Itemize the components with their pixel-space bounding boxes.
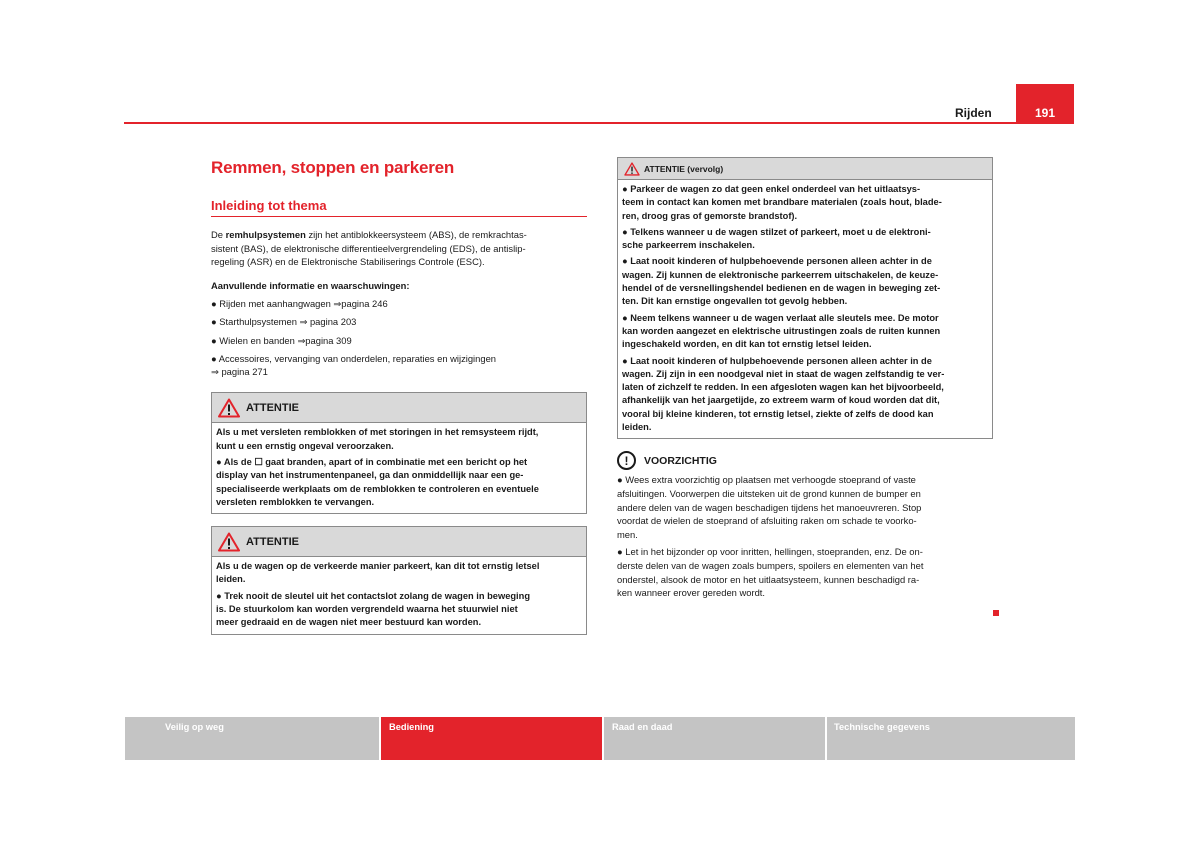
caution-header [617,451,993,470]
warning-text: ● Laat nooit kinderen of hulpbehoevende personen alleen achter in de wagen. Zij zijn in een noodgeval niet in staat de wagen zelfstandig te ver- laten of zichzelf te redden. In een afgesloten wagen kan het bijvoorbeeld, afhankelijk van het jaargetijde, zo extreem warm of koud worden dat dit, vooral bij kleine kinderen, tot ernstig letsel, ziekte of zelfs de dood kan leiden. [622,355,945,433]
left-column [211,158,587,635]
warning-header [212,393,586,423]
caution-circle-icon: ! [617,451,636,470]
reference-link[interactable]: ● Accessoires, vervanging van onderdelen, reparaties en wijzigingen [211,352,496,364]
intro-bold-term: remhulpsystemen [225,229,306,240]
section-end-marker [993,610,999,616]
warning-label: ATTENTIE (vervolg) [644,163,724,174]
intro-paragraph: De remhulpsystemen zijn het antiblokkeersysteem (ABS), de remkrachtas- sistent (BAS), de elektronische differentieelvergrendeling (EDS), de antislip- regeling (ASR) en de Elektronische Stabiliserings Controle (ESC). [211,229,527,268]
page-number [1016,84,1074,124]
warning-triangle-icon [624,162,640,176]
footer-tab-raad-en-daad[interactable]: Raad en daad [604,717,825,760]
warning-header [618,158,992,180]
warning-triangle-icon [218,398,240,418]
subtitle: Inleiding tot thema [211,198,587,217]
caution-label: VOORZICHTIG [644,454,717,467]
warning-text: ● Parkeer de wagen zo dat geen enkel onderdeel van het uitlaatsys- teem in contact kan komen met brandbare materialen (zoals hout, blade- ren, droog gras of gemorste brandstof). [622,184,942,221]
warning-label: ATTENTIE [246,535,299,548]
caution-text: ● Wees extra voorzichtig op plaatsen met verhoogde stoeprand of vaste afsluitingen. Voorwerpen die uitsteken uit de grond kunnen de bumper en andere delen van de wagen beschadigen tijdens het manoeuvreren. Stop voordat de wielen de stoeprand of afsluiting raken om schade te voorko- men. [617,474,922,540]
footer-tab-technische-gegevens[interactable]: Technische gegevens [827,717,1075,760]
warning-text: ● Neem telkens wanneer u de wagen verlaat alle sleutels mee. De motor kan worden aangezet en elektrische uitrustingen zoals de ruiten kunnen ingeschakeld worden, en dit kan tot ernstig letsel leiden. [622,312,941,350]
page-title: Remmen, stoppen en parkeren [211,158,455,177]
reference-link[interactable]: ⇒ pagina 271 [211,366,268,378]
warning-label: ATTENTIE [246,401,299,414]
header-rule [124,122,1074,124]
reference-link[interactable]: ● Wielen en banden ⇒pagina 309 [211,334,352,346]
warning-text: ● Trek nooit de sleutel uit het contactslot zolang de wagen in beweging is. De stuurkolom kan worden vergrendeld waarna het stuurwiel niet meer gedraaid en de wagen niet meer bestuurd kan worden. [216,590,530,628]
section-title: Rijden [955,106,992,120]
warning-header [212,527,586,557]
warning-box-parking [211,526,587,634]
right-column [617,157,993,600]
footer-tab-bediening[interactable]: Bediening [381,717,602,760]
warning-triangle-icon [218,532,240,552]
footer-tab-veilig-op-weg[interactable]: Veilig op weg [125,717,379,760]
warning-box-continued [617,157,993,439]
caution-text: ● Let in het bijzonder op voor inritten, hellingen, stoepranden, enz. De on- derste delen van de wagen zoals bumpers, spoilers en elementen van het onderstel, alsook de motor en het uitlaatsysteem, kunnen beschadigd ra- ken wanneer erover gereden wordt. [617,546,924,599]
more-info-heading: Aanvullende informatie en waarschuwingen: [211,279,410,291]
reference-link[interactable]: ● Rijden met aanhangwagen ⇒pagina 246 [211,298,388,310]
warning-text: ● Laat nooit kinderen of hulpbehoevende personen alleen achter in de wagen. Zij kunnen de elektronische parkeerrem uitschakelen, de keuze- hendel of de versnellingshendel bedienen en de wagen in beweging zet- ten. Dit kan ernstige ongevallen tot gevolg hebben. [622,256,941,307]
page-number-text: 191 [1034,106,1056,120]
warning-text: Als u de wagen op de verkeerde manier parkeert, kan dit tot ernstig letsel leiden. [216,561,540,585]
warning-text: ● Telkens wanneer u de wagen stilzet of parkeert, moet u de elektroni- sche parkeerrem inschakelen. [622,226,931,251]
warning-text: ● Als de ☐ gaat branden, apart of in combinatie met een bericht op het display van het instrumentenpaneel, ga dan onmiddellijk naar een ge- specialiseerde werkplaats om de remblokken te controleren en eventuele versleten remblokken te vervangen. [216,456,539,507]
reference-link[interactable]: ● Starthulpsystemen ⇒ pagina 203 [211,316,357,328]
warning-text: Als u met versleten remblokken of met storingen in het remsysteem rijdt, kunt u een ernstig ongeval veroorzaken. [216,427,539,451]
warning-box-brakes [211,392,587,514]
reference-list [211,297,587,378]
